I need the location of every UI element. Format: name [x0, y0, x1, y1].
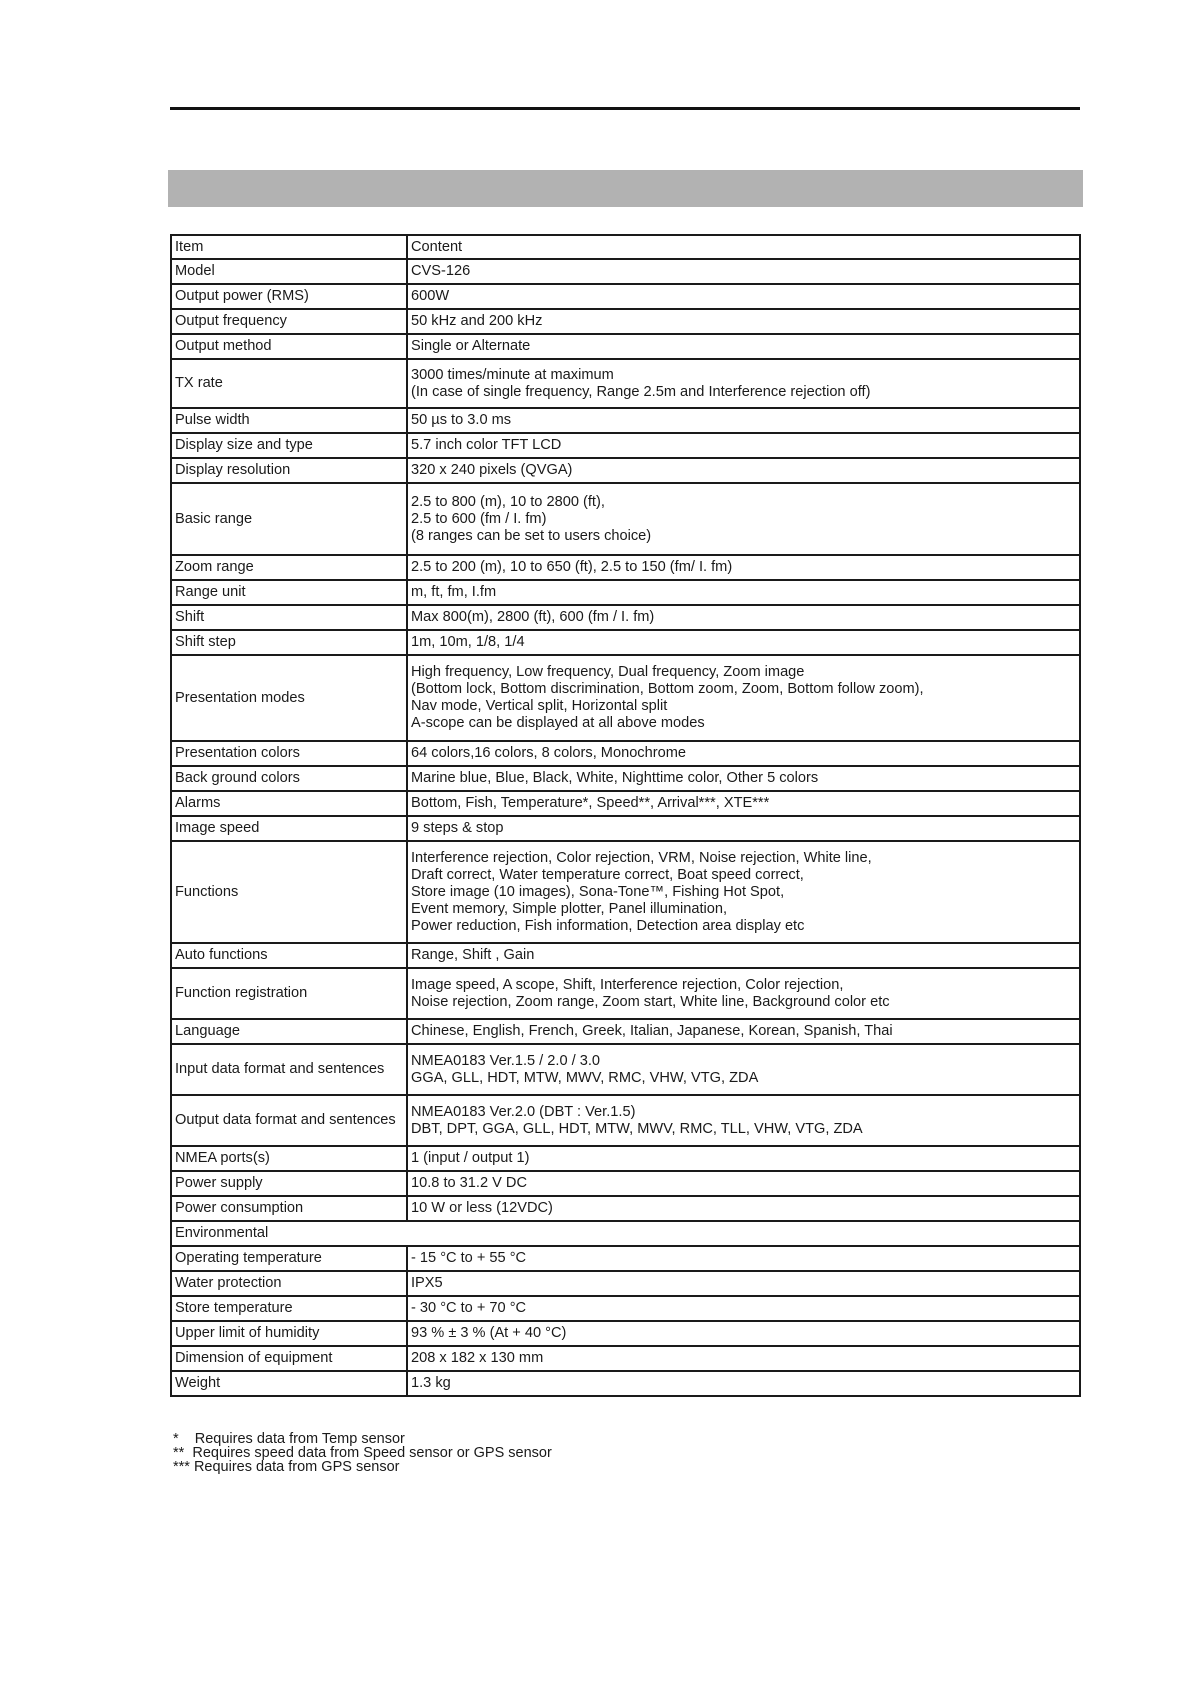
row-content: CVS-126 — [407, 259, 1080, 284]
top-rule — [170, 107, 1080, 110]
row-item: Display resolution — [171, 458, 407, 483]
table-row — [171, 1346, 1080, 1371]
row-item: Operating temperature — [171, 1246, 407, 1271]
row-content: 2.5 to 200 (m), 10 to 650 (ft), 2.5 to 150 (fm/ I. fm) — [407, 555, 1080, 580]
table-row — [171, 791, 1080, 816]
row-content: 1.3 kg — [407, 1371, 1080, 1396]
table-row — [171, 1246, 1080, 1271]
table-row — [171, 458, 1080, 483]
row-content: 10 W or less (12VDC) — [407, 1196, 1080, 1221]
environmental-section-title: Environmental — [171, 1221, 1080, 1246]
row-item: Output power (RMS) — [171, 284, 407, 309]
table-row — [171, 1296, 1080, 1321]
table-row — [171, 359, 1080, 408]
footnote-gps-sensor: *** Requires data from GPS sensor — [173, 1459, 400, 1475]
table-row — [171, 1095, 1080, 1146]
header-content: Content — [407, 235, 1080, 259]
row-item: Power supply — [171, 1171, 407, 1196]
row-content: 50 kHz and 200 kHz — [407, 309, 1080, 334]
row-item: Display size and type — [171, 433, 407, 458]
table-row — [171, 605, 1080, 630]
table-row — [171, 968, 1080, 1019]
row-content: Image speed, A scope, Shift, Interference rejection, Color rejection, Noise rejection, Zoom range, Zoom start, White line, Background color etc — [407, 968, 1080, 1019]
row-content: Range, Shift , Gain — [407, 943, 1080, 968]
row-content: 9 steps & stop — [407, 816, 1080, 841]
table-row — [171, 555, 1080, 580]
table-row — [171, 841, 1080, 943]
row-item: Back ground colors — [171, 766, 407, 791]
row-item: Store temperature — [171, 1296, 407, 1321]
table-row — [171, 1044, 1080, 1095]
footnotes — [173, 1432, 552, 1474]
table-row — [171, 766, 1080, 791]
table-row — [171, 630, 1080, 655]
table-header-row — [171, 235, 1080, 259]
table-row — [171, 483, 1080, 555]
row-content: Marine blue, Blue, Black, White, Nighttime color, Other 5 colors — [407, 766, 1080, 791]
table-row — [171, 284, 1080, 309]
row-content: 600W — [407, 284, 1080, 309]
footnote-speed-sensor: ** Requires speed data from Speed sensor or GPS sensor — [173, 1445, 552, 1461]
row-content: 10.8 to 31.2 V DC — [407, 1171, 1080, 1196]
table-row — [171, 1271, 1080, 1296]
row-content: IPX5 — [407, 1271, 1080, 1296]
table-row — [171, 433, 1080, 458]
row-content: NMEA0183 Ver.2.0 (DBT : Ver.1.5) DBT, DPT, GGA, GLL, HDT, MTW, MWV, RMC, TLL, VHW, VTG, ZDA — [407, 1095, 1080, 1146]
row-content: - 15 °C to + 55 °C — [407, 1246, 1080, 1271]
row-content: 50 µs to 3.0 ms — [407, 408, 1080, 433]
row-content: Chinese, English, French, Greek, Italian, Japanese, Korean, Spanish, Thai — [407, 1019, 1080, 1044]
table-row — [171, 655, 1080, 741]
row-content: Max 800(m), 2800 (ft), 600 (fm / I. fm) — [407, 605, 1080, 630]
row-content: 1m, 10m, 1/8, 1/4 — [407, 630, 1080, 655]
row-item: Zoom range — [171, 555, 407, 580]
row-content: 2.5 to 800 (m), 10 to 2800 (ft), 2.5 to 600 (fm / I. fm) (8 ranges can be set to users choice) — [407, 483, 1080, 555]
table-row — [171, 816, 1080, 841]
row-item: Pulse width — [171, 408, 407, 433]
row-item: Dimension of equipment — [171, 1346, 407, 1371]
row-content: 64 colors,16 colors, 8 colors, Monochrome — [407, 741, 1080, 766]
table-row — [171, 1146, 1080, 1171]
row-item: Image speed — [171, 816, 407, 841]
table-row — [171, 1171, 1080, 1196]
environmental-section-row — [171, 1221, 1080, 1246]
row-content: High frequency, Low frequency, Dual frequency, Zoom image (Bottom lock, Bottom discrimination, Bottom zoom, Zoom, Bottom follow zoom), Nav mode, Vertical split, Horizontal split A-scope can be displayed at all above modes — [407, 655, 1080, 741]
row-item: Functions — [171, 841, 407, 943]
row-item: Range unit — [171, 580, 407, 605]
row-item: Auto functions — [171, 943, 407, 968]
row-item: Presentation modes — [171, 655, 407, 741]
row-item: Shift step — [171, 630, 407, 655]
table-row — [171, 1371, 1080, 1396]
row-item: Basic range — [171, 483, 407, 555]
row-content: 208 x 182 x 130 mm — [407, 1346, 1080, 1371]
row-item: Output method — [171, 334, 407, 359]
header-item: Item — [171, 235, 407, 259]
row-content: 320 x 240 pixels (QVGA) — [407, 458, 1080, 483]
table-row — [171, 1321, 1080, 1346]
row-item: Output frequency — [171, 309, 407, 334]
footnote-temp-sensor: * Requires data from Temp sensor — [173, 1431, 405, 1447]
table-row — [171, 259, 1080, 284]
section-header-band — [168, 170, 1083, 207]
spec-table — [170, 234, 1081, 1397]
row-item: Presentation colors — [171, 741, 407, 766]
row-item: Language — [171, 1019, 407, 1044]
table-row — [171, 1019, 1080, 1044]
row-item: TX rate — [171, 359, 407, 408]
table-row — [171, 408, 1080, 433]
row-item: Alarms — [171, 791, 407, 816]
row-content: Single or Alternate — [407, 334, 1080, 359]
row-item: Model — [171, 259, 407, 284]
row-content: 93 % ± 3 % (At + 40 °C) — [407, 1321, 1080, 1346]
row-item: Shift — [171, 605, 407, 630]
table-row — [171, 1196, 1080, 1221]
row-content: Bottom, Fish, Temperature*, Speed**, Arrival***, XTE*** — [407, 791, 1080, 816]
table-row — [171, 580, 1080, 605]
row-item: Output data format and sentences — [171, 1095, 407, 1146]
row-content: Interference rejection, Color rejection, VRM, Noise rejection, White line, Draft correct, Water temperature correct, Boat speed correct, Store image (10 images), Sona-Tone™, Fishing Hot Spot, Event memory, Simple plotter, Panel illumination, Power reduction, Fish information, Detection area display etc — [407, 841, 1080, 943]
table-row — [171, 741, 1080, 766]
row-content: 3000 times/minute at maximum (In case of single frequency, Range 2.5m and Interference rejection off) — [407, 359, 1080, 408]
row-item: Upper limit of humidity — [171, 1321, 407, 1346]
table-row — [171, 309, 1080, 334]
row-item: NMEA ports(s) — [171, 1146, 407, 1171]
row-item: Water protection — [171, 1271, 407, 1296]
row-item: Function registration — [171, 968, 407, 1019]
row-item: Power consumption — [171, 1196, 407, 1221]
row-content: 5.7 inch color TFT LCD — [407, 433, 1080, 458]
row-item: Weight — [171, 1371, 407, 1396]
row-content: - 30 °C to + 70 °C — [407, 1296, 1080, 1321]
row-item: Input data format and sentences — [171, 1044, 407, 1095]
table-row — [171, 334, 1080, 359]
row-content: m, ft, fm, I.fm — [407, 580, 1080, 605]
row-content: NMEA0183 Ver.1.5 / 2.0 / 3.0 GGA, GLL, HDT, MTW, MWV, RMC, VHW, VTG, ZDA — [407, 1044, 1080, 1095]
row-content: 1 (input / output 1) — [407, 1146, 1080, 1171]
table-row — [171, 943, 1080, 968]
